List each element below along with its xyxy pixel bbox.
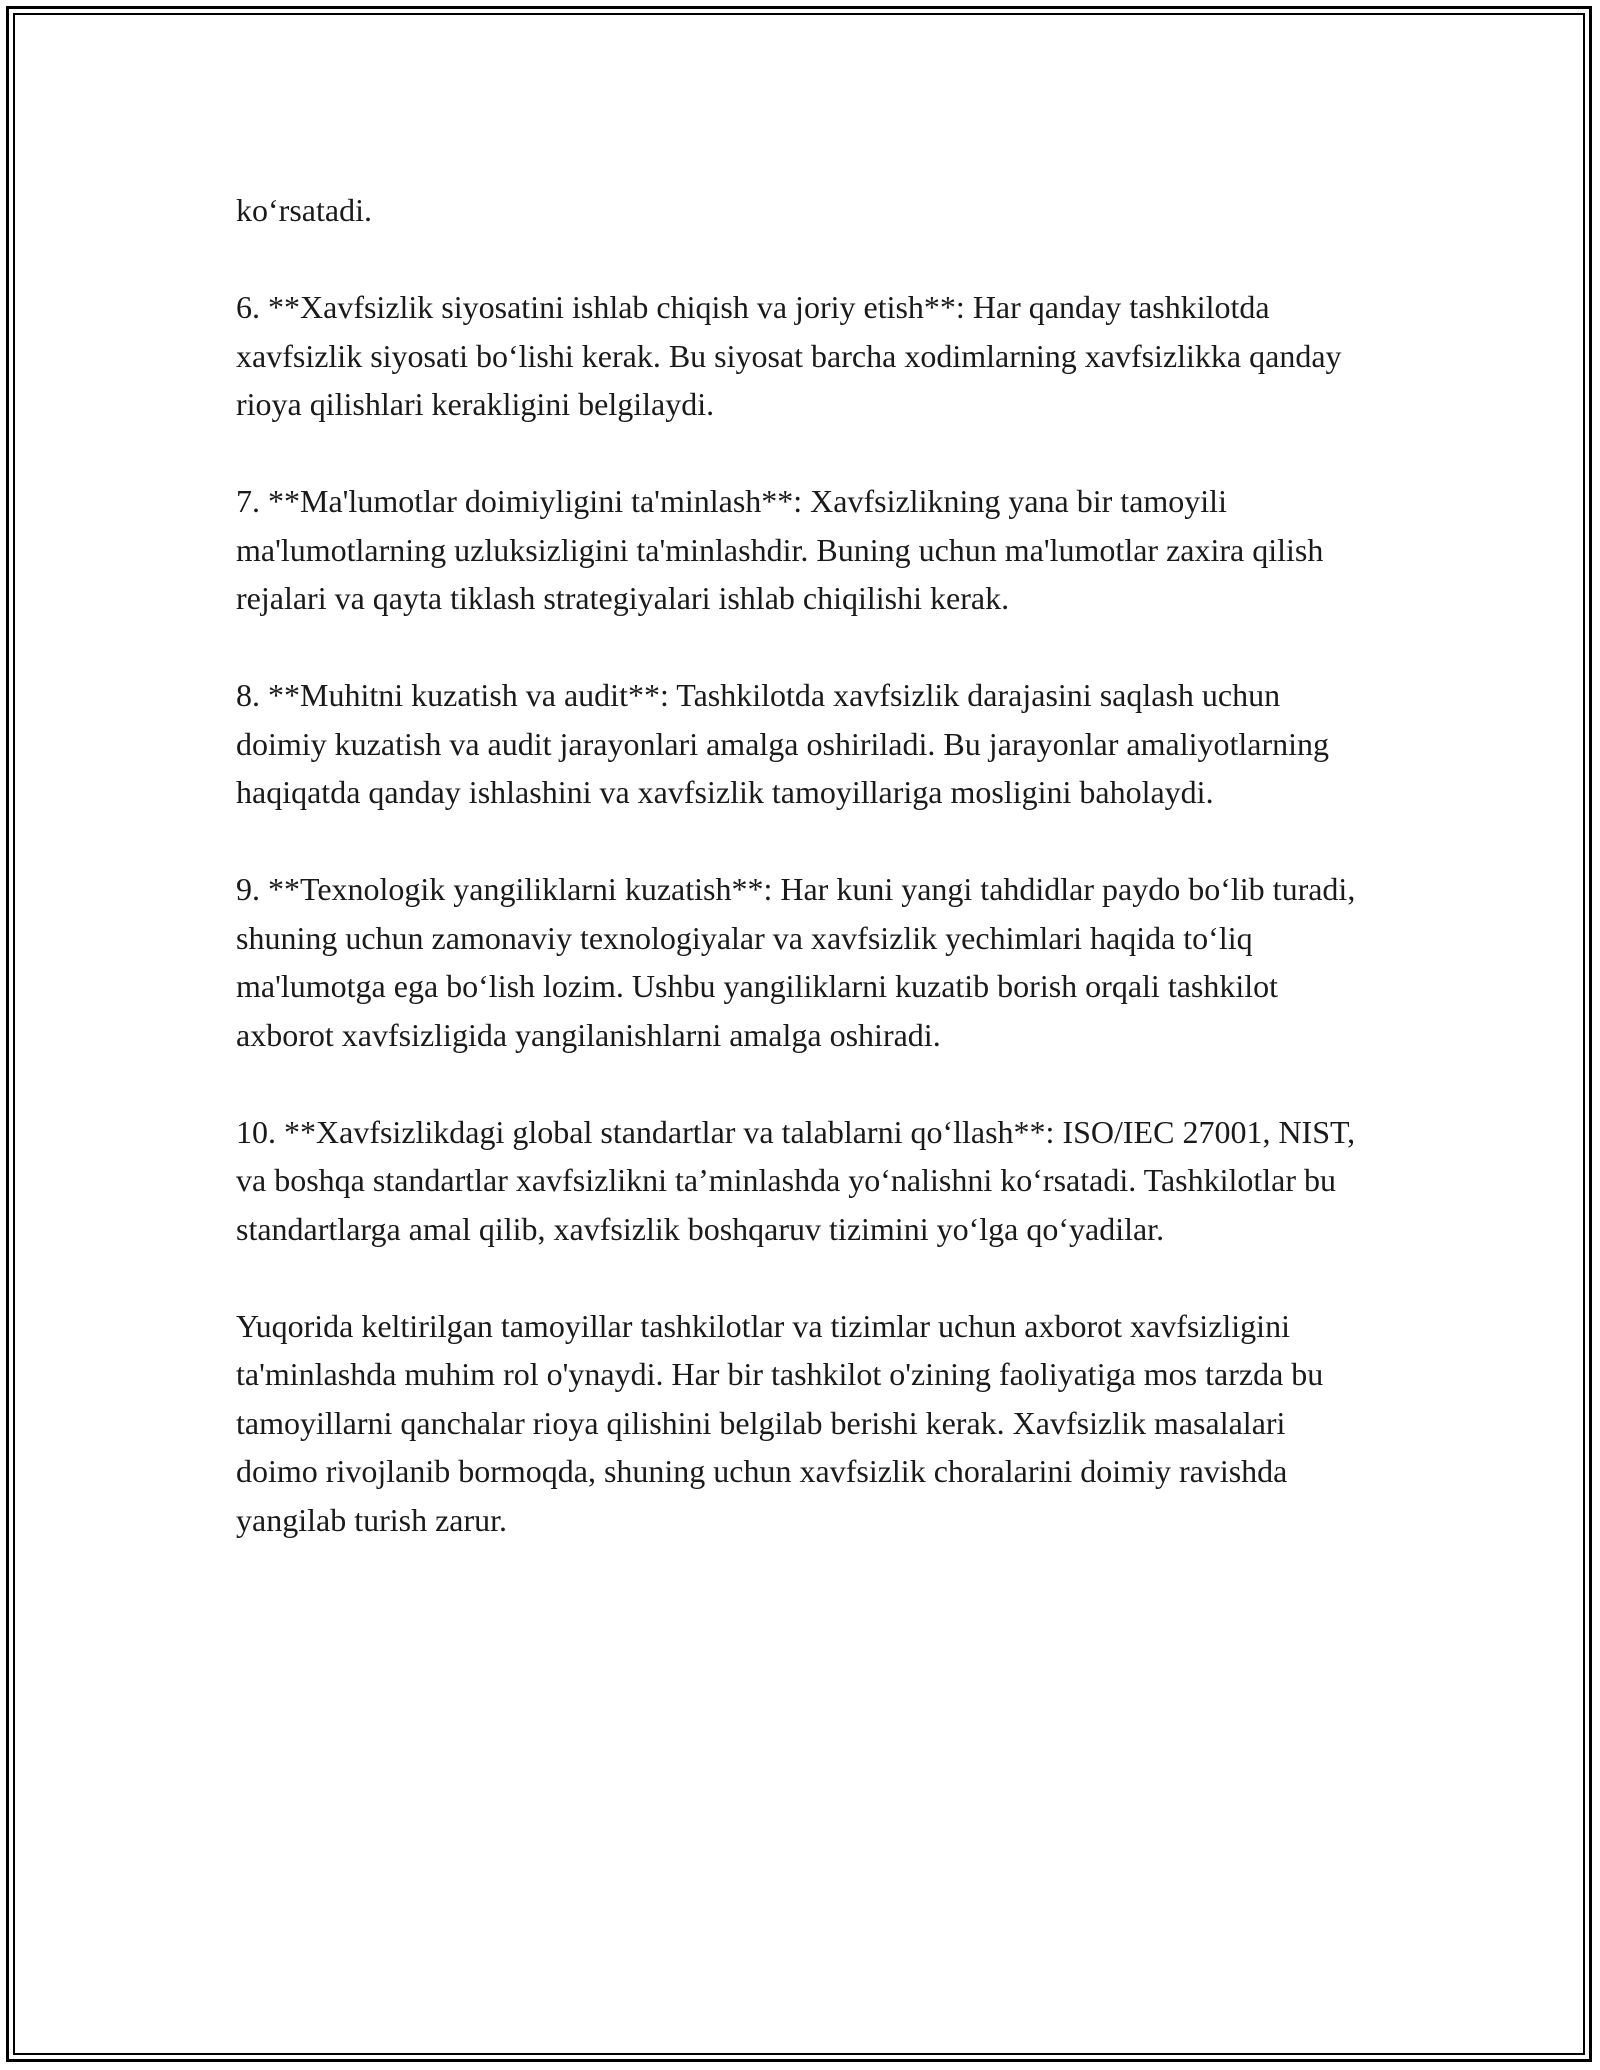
paragraph-conclusion: Yuqorida keltirilgan tamoyillar tashkilotlar va tizimlar uchun axborot xavfsizligini ta'minlashda muhim rol o'ynaydi. Har bir tashkilot o'zining faoliyatiga mos tarzda bu tamoyillarni qanchalar rioya qilishini belgilab berishi kerak. Xavfsizlik masalalari doimo rivojlanib bormoqda, shuning uchun xavfsizlik choralarini doimiy ravishda yangilab turish zarur. — [236, 1307, 1324, 1538]
document-body — [236, 186, 1366, 1593]
paragraph-item-10: 10. **Xavfsizlikdagi global standartlar va talablarni qo‘llash**: ISO/IEC 27001, NIST, va boshqa standartlar xavfsizlikni ta’minlashda yo‘nalishni ko‘rsatadi. Tashkilotlar bu standartlarga amal qilib, xavfsizlik boshqaruv tizimini yo‘lga qo‘yadilar. — [236, 1113, 1356, 1247]
paragraph-item-7: 7. **Ma'lumotlar doimiyligini ta'minlash**: Xavfsizlikning yana bir tamoyili ma'lumotlarning uzluksizligini ta'minlashdir. Buning uchun ma'lumotlar zaxira qilish rejalari va qayta tiklash strategiyalari ishlab chiqilishi kerak. — [236, 483, 1324, 616]
paragraph-continuation: ko‘rsatadi. — [236, 192, 372, 228]
paragraph-item-9: 9. **Texnologik yangiliklarni kuzatish**: Har kuni yangi tahdidlar paydo bo‘lib turadi, shuning uchun zamonaviy texnologiyalar va xavfsizlik yechimlari haqida to‘liq ma'lumotga ega bo‘lish lozim. Ushbu yangiliklarni kuzatib borish orqali tashkilot axborot xavfsizligida yangilanishlarni amalga oshiradi. — [236, 871, 1356, 1053]
paragraph-item-6: 6. **Xavfsizlik siyosatini ishlab chiqish va joriy etish**: Har qanday tashkilotda xavfsizlik siyosati bo‘lishi kerak. Bu siyosat barcha xodimlarning xavfsizlikka qanday rioya qilishlari kerakligini belgilaydi. — [236, 289, 1342, 422]
paragraph-item-8: 8. **Muhitni kuzatish va audit**: Tashkilotda xavfsizlik darajasini saqlash uchun doimiy kuzatish va audit jarayonlari amalga oshiriladi. Bu jarayonlar amaliyotlarning haqiqatda qanday ishlashini va xavfsizlik tamoyillariga mosligini baholaydi. — [236, 677, 1330, 810]
